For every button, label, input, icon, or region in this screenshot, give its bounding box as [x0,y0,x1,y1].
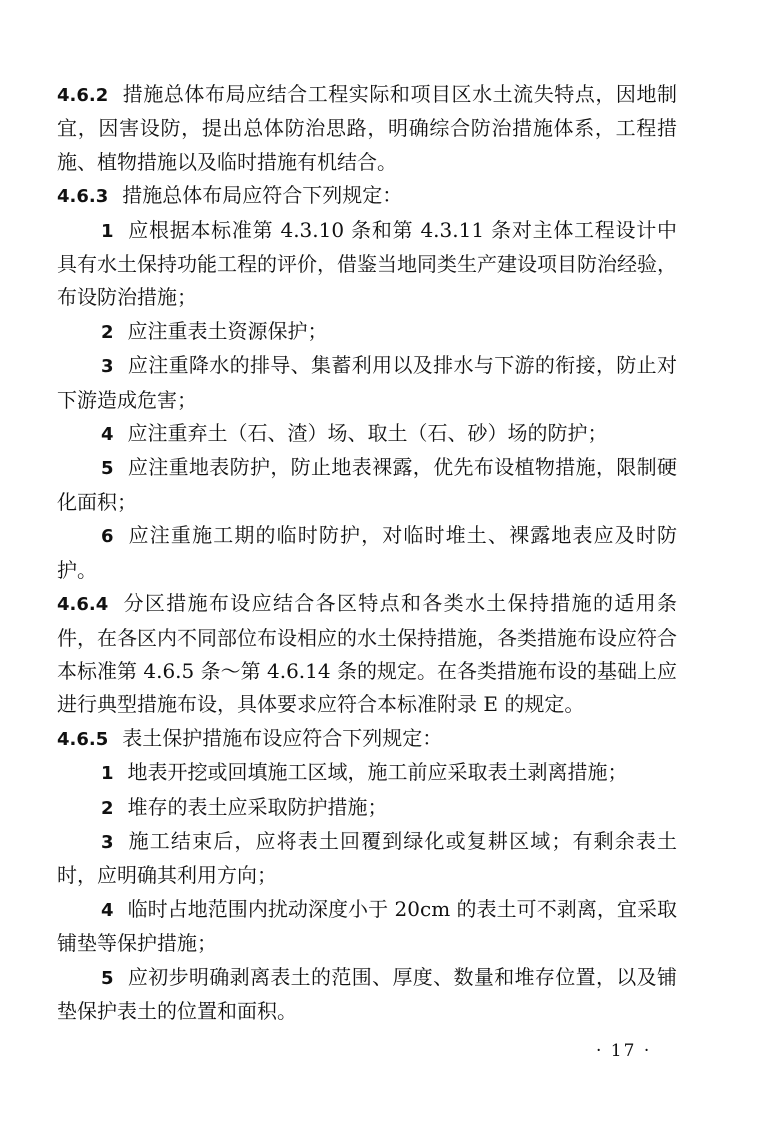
item-text: 应注重施工期的临时防护，对临时堆土、裸露地表应及时防护。 [57,523,677,582]
item-number: 1 [101,763,114,785]
list-item [57,214,677,315]
item-text: 应根据本标准第 4.3.10 条和第 4.3.11 条对主体工程设计中具有水土保持功能工程的评价，借鉴当地同类生产建设项目防治经验，布设防治措施； [57,217,677,310]
list-item [57,349,677,417]
item-text: 施工结束后，应将表土回覆到绿化或复耕区域；有剩余表土时，应明确其利用方向； [57,828,677,888]
item-text: 临时占地范围内扰动深度小于 20cm 的表土可不剥离，宜采取铺垫等保护措施； [57,896,677,956]
item-text: 地表开挖或回填施工区域，施工前应采取表土剥离措施； [127,760,628,785]
item-number: 5 [101,967,114,989]
item-number: 3 [101,831,114,853]
item-number: 4 [101,424,114,446]
item-number: 3 [101,356,114,378]
item-text: 应注重地表防护，防止地表裸露，优先布设植物措施，限制硬化面积； [57,455,677,514]
item-text: 应初步明确剥离表土的范围、厚度、数量和堆存位置，以及铺垫保护表土的位置和面积。 [57,964,677,1023]
item-number: 1 [101,220,114,242]
list-item [57,451,677,519]
item-number: 2 [101,797,114,819]
list-item [57,825,677,893]
item-text: 堆存的表土应采取防护措施； [127,794,388,819]
clause-text: 措施总体布局应符合下列规定： [122,183,403,208]
clause-4-6-4 [57,587,677,722]
item-text: 应注重弃土（石、渣）场、取土（石、砂）场的防护； [127,421,608,446]
list-item [57,961,677,1029]
clause-text: 措施总体布局应结合工程实际和项目区水土流失特点，因地制宜，因害设防，提出总体防治思路，明确综合防治措施体系，工程措施、植物措施以及临时措施有机结合。 [57,82,677,174]
item-number: 6 [101,526,114,548]
clause-number: 4.6.5 [57,728,109,750]
list-item [57,893,677,961]
clause-4-6-3 [57,179,677,213]
clause-number: 4.6.4 [57,594,109,616]
item-number: 4 [101,899,114,921]
list-item [57,315,677,349]
item-text: 应注重表土资源保护； [127,318,328,343]
clause-text: 分区措施布设应结合各区特点和各类水土保持措施的适用条件，在各区内不同部位布设相应的水土保持措施，各类措施布设应符合本标准第 4.6.5 条～第 4.6.14 条的规定。在各类措施布设的基础上应进行典型措施布设，具体要求应符合本标准附录 E 的规定。 [57,591,677,717]
clause-text: 表土保护措施布设应符合下列规定： [122,725,443,750]
list-item [57,519,677,587]
item-number: 5 [101,458,114,480]
document-page [57,78,677,1028]
list-item [57,756,677,790]
clause-number: 4.6.3 [57,186,109,208]
item-number: 2 [101,321,114,343]
page-number: · 17 · [596,1041,652,1061]
list-item [57,417,677,451]
item-text: 应注重降水的排导、集蓄利用以及排水与下游的衔接，防止对下游造成危害； [57,353,677,412]
clause-4-6-5 [57,722,677,756]
clause-4-6-2 [57,78,677,179]
clause-number: 4.6.2 [57,85,109,106]
list-item [57,791,677,825]
